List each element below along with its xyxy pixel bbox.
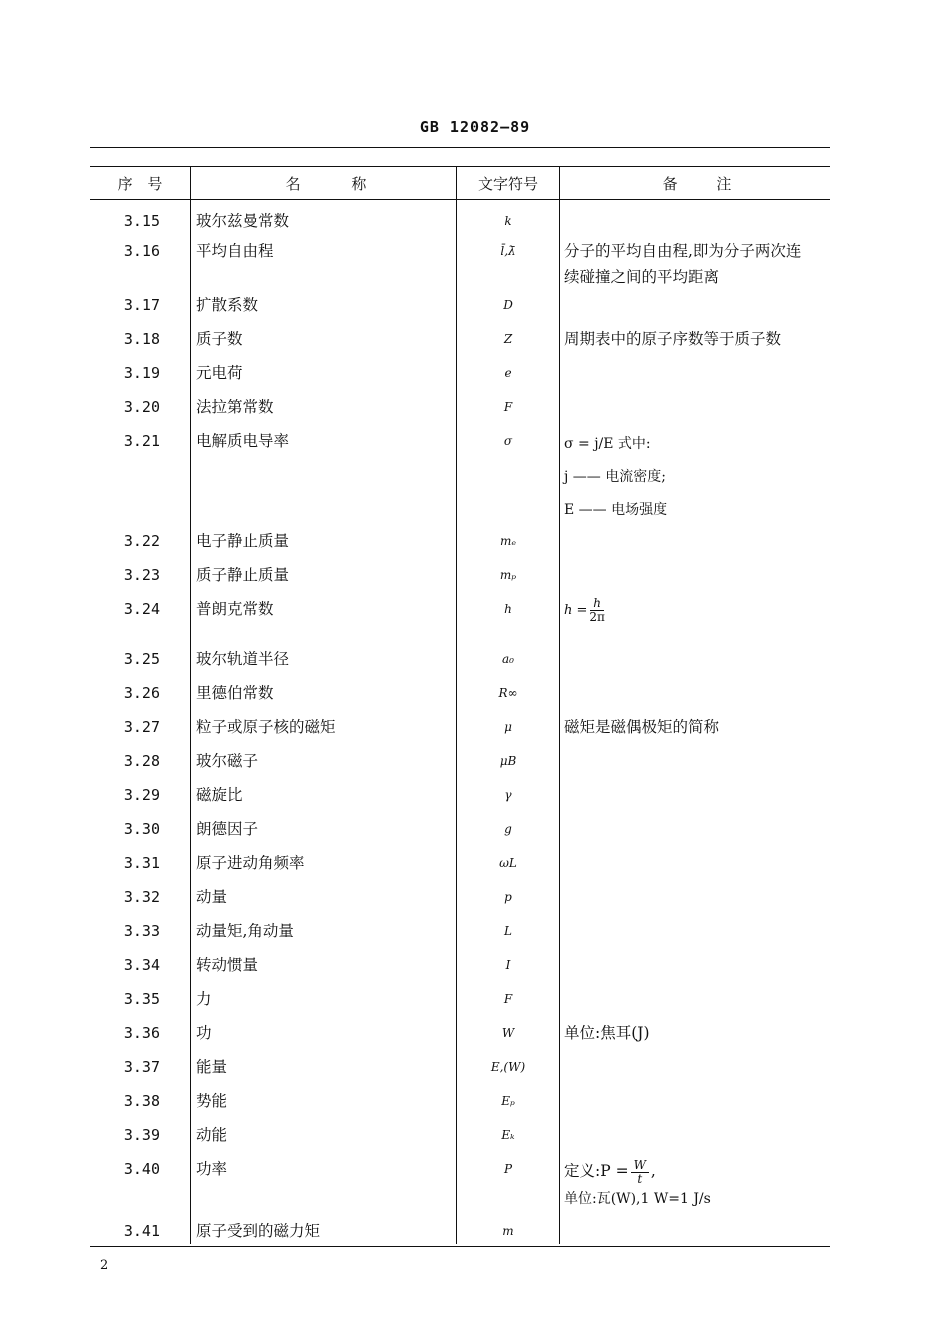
row-name: 法拉第常数	[190, 386, 456, 420]
remark-line: 分子的平均自由程,即为分子两次连	[564, 242, 802, 260]
row-symbol: Eₚ	[456, 1080, 559, 1114]
row-symbol: Z	[456, 318, 559, 352]
table-row	[90, 588, 830, 638]
table-row	[90, 520, 830, 554]
power-denominator: t	[637, 1171, 643, 1186]
row-name: 能量	[190, 1046, 456, 1080]
table-row	[90, 1080, 830, 1114]
table-row	[90, 910, 830, 944]
row-remark	[559, 706, 830, 740]
row-number: 3.18	[123, 330, 160, 348]
col-header-symbol: 文字符号	[456, 167, 559, 199]
table-row	[90, 1210, 830, 1244]
remark-line: 续碰撞之间的平均距离	[564, 268, 720, 286]
row-number: 3.38	[123, 1092, 160, 1110]
remark-line: σ = j/E 式中:	[564, 436, 651, 452]
row-number: 3.20	[123, 398, 160, 416]
row-symbol: R∞	[456, 672, 559, 706]
row-number: 3.40	[123, 1160, 160, 1178]
row-number: 3.30	[123, 820, 160, 838]
table-row	[90, 554, 830, 588]
hbar-denominator: 2π	[589, 609, 605, 624]
row-remark	[559, 420, 830, 520]
row-symbol: k	[456, 200, 559, 230]
row-symbol: h	[456, 588, 559, 638]
page-number: 2	[100, 1258, 109, 1273]
power-definition	[564, 1156, 830, 1186]
row-number: 3.35	[123, 990, 160, 1008]
row-remark	[559, 318, 830, 352]
table-row	[90, 352, 830, 386]
power-prefix: 定义:P =	[564, 1162, 629, 1180]
table-row	[90, 774, 830, 808]
row-number: 3.41	[123, 1222, 160, 1240]
row-symbol: F	[456, 386, 559, 420]
table-row	[90, 318, 830, 352]
row-name: 扩散系数	[190, 284, 456, 318]
row-name: 动量	[190, 876, 456, 910]
row-remark	[559, 554, 830, 588]
row-symbol: W	[456, 1012, 559, 1046]
row-name: 玻尔磁子	[190, 740, 456, 774]
row-remark	[559, 520, 830, 554]
row-name: 朗德因子	[190, 808, 456, 842]
row-name: 里德伯常数	[190, 672, 456, 706]
row-symbol: σ	[456, 420, 559, 520]
row-symbol: E,(W)	[456, 1046, 559, 1080]
row-name: 磁旋比	[190, 774, 456, 808]
remark-line: 周期表中的原子序数等于质子数	[564, 330, 782, 348]
hbar-numerator: h	[590, 597, 604, 611]
row-remark	[559, 1148, 830, 1210]
row-number: 3.15	[123, 212, 160, 230]
table-row	[90, 978, 830, 1012]
row-symbol: γ	[456, 774, 559, 808]
row-name: 动量矩,角动量	[190, 910, 456, 944]
row-number: 3.29	[123, 786, 160, 804]
row-remark	[559, 978, 830, 1012]
table-row	[90, 420, 830, 520]
table-row	[90, 386, 830, 420]
row-name: 玻尔轨道半径	[190, 638, 456, 672]
row-symbol: μ	[456, 706, 559, 740]
row-symbol: m	[456, 1210, 559, 1244]
remark-line: E —— 电场强度	[564, 502, 668, 518]
col-header-name: 名 称	[190, 167, 456, 199]
row-symbol: D	[456, 284, 559, 318]
row-number: 3.26	[123, 684, 160, 702]
col-header-remark: 备 注	[559, 167, 830, 199]
document-header: GB 12082—89	[419, 118, 531, 136]
table-row	[90, 1148, 830, 1210]
row-number: 3.27	[123, 718, 160, 736]
table-row	[90, 706, 830, 740]
power-fraction	[631, 1159, 649, 1186]
row-symbol: μB	[456, 740, 559, 774]
row-symbol: g	[456, 808, 559, 842]
row-name: 电解质电导率	[190, 420, 456, 520]
row-symbol: l̄,λ̄	[456, 230, 559, 284]
row-remark	[559, 230, 830, 284]
row-number: 3.36	[123, 1024, 160, 1042]
table-row	[90, 1046, 830, 1080]
row-symbol: Eₖ	[456, 1114, 559, 1148]
table-row	[90, 740, 830, 774]
row-remark	[559, 842, 830, 876]
table-row	[90, 876, 830, 910]
row-symbol: p	[456, 876, 559, 910]
row-remark	[559, 638, 830, 672]
bottom-rule	[90, 1246, 830, 1247]
row-remark	[559, 386, 830, 420]
table-row	[90, 944, 830, 978]
row-number: 3.16	[123, 242, 160, 260]
table-body	[90, 200, 830, 1244]
row-number: 3.34	[123, 956, 160, 974]
row-remark	[559, 808, 830, 842]
row-symbol: ωL	[456, 842, 559, 876]
hbar-fraction	[589, 597, 605, 624]
table-row	[90, 808, 830, 842]
row-remark	[559, 672, 830, 706]
row-number: 3.25	[123, 650, 160, 668]
row-name: 力	[190, 978, 456, 1012]
hbar-lhs: h =	[564, 603, 588, 618]
row-name: 势能	[190, 1080, 456, 1114]
row-remark	[559, 1210, 830, 1244]
row-name: 元电荷	[190, 352, 456, 386]
row-name: 普朗克常数	[190, 588, 456, 638]
row-number: 3.32	[123, 888, 160, 906]
row-number: 3.37	[123, 1058, 160, 1076]
table-row	[90, 842, 830, 876]
row-number: 3.23	[123, 566, 160, 584]
row-number: 3.39	[123, 1126, 160, 1144]
row-name: 质子静止质量	[190, 554, 456, 588]
row-remark	[559, 588, 830, 638]
table-row	[90, 230, 830, 284]
row-symbol: e	[456, 352, 559, 386]
power-suffix: ,	[650, 1162, 656, 1180]
row-symbol: a₀	[456, 638, 559, 672]
row-remark	[559, 910, 830, 944]
table-row	[90, 284, 830, 318]
row-name: 平均自由程	[190, 230, 456, 284]
row-symbol: P	[456, 1148, 559, 1210]
row-name: 玻尔兹曼常数	[190, 200, 456, 230]
row-name: 粒子或原子核的磁矩	[190, 706, 456, 740]
row-name: 动能	[190, 1114, 456, 1148]
table-row	[90, 200, 830, 230]
row-number: 3.19	[123, 364, 160, 382]
row-name: 原子受到的磁力矩	[190, 1210, 456, 1244]
row-remark	[559, 352, 830, 386]
row-remark	[559, 1114, 830, 1148]
row-name: 质子数	[190, 318, 456, 352]
table-row	[90, 638, 830, 672]
table-row	[90, 1114, 830, 1148]
row-remark	[559, 1046, 830, 1080]
row-symbol: mₑ	[456, 520, 559, 554]
row-remark	[559, 944, 830, 978]
table-row	[90, 672, 830, 706]
row-number: 3.28	[123, 752, 160, 770]
remark-line: j —— 电流密度;	[564, 469, 666, 485]
row-name: 原子进动角频率	[190, 842, 456, 876]
row-number: 3.33	[123, 922, 160, 940]
row-remark	[559, 876, 830, 910]
row-symbol: mₚ	[456, 554, 559, 588]
row-remark	[559, 774, 830, 808]
row-symbol: F	[456, 978, 559, 1012]
row-symbol: I	[456, 944, 559, 978]
row-remark	[559, 200, 830, 230]
row-remark	[559, 740, 830, 774]
remark-line: 磁矩是磁偶极矩的简称	[564, 718, 720, 736]
row-number: 3.21	[123, 432, 160, 450]
power-unit: 单位:瓦(W),1 W=1 J/s	[564, 1191, 711, 1207]
row-number: 3.17	[123, 296, 160, 314]
row-symbol: L	[456, 910, 559, 944]
row-remark	[559, 1012, 830, 1046]
remark-line: 单位:焦耳(J)	[564, 1024, 650, 1042]
row-name: 功率	[190, 1148, 456, 1210]
row-number: 3.24	[123, 600, 160, 618]
row-number: 3.31	[123, 854, 160, 872]
row-remark	[559, 1080, 830, 1114]
row-name: 转动惯量	[190, 944, 456, 978]
power-numerator: W	[631, 1159, 649, 1173]
symbol-table	[90, 166, 830, 1244]
row-name: 功	[190, 1012, 456, 1046]
col-header-number: 序 号	[117, 174, 163, 193]
row-name: 电子静止质量	[190, 520, 456, 554]
table-header-row	[90, 167, 830, 200]
top-rule	[90, 147, 830, 148]
row-number: 3.22	[123, 532, 160, 550]
table-row	[90, 1012, 830, 1046]
row-remark	[559, 284, 830, 318]
